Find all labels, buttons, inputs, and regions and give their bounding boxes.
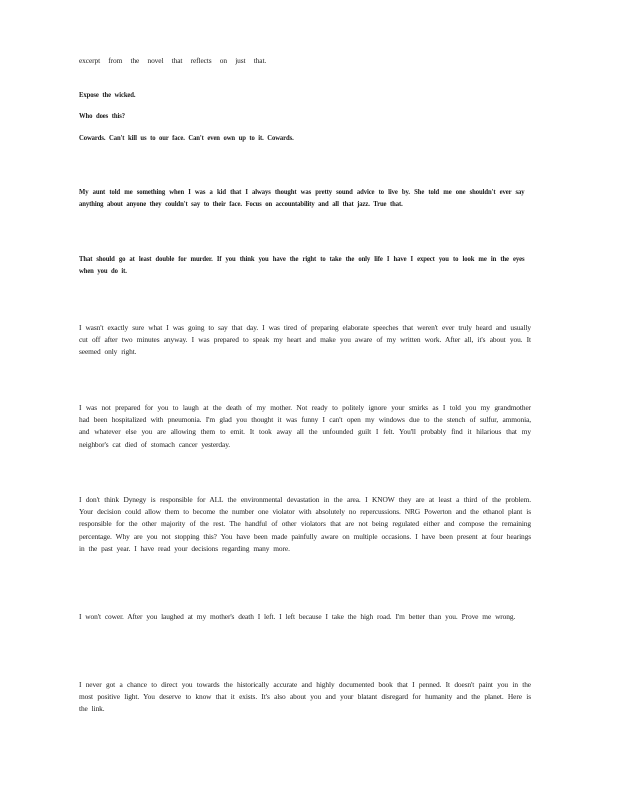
paragraph-book: I never got a chance to direct you towards the historically accurate and highly documented book that I penned. It doesn't paint you in the most positive light. You deserve to know that it exists. It's also about you and your blatant disregard for humanity and the planet. Here is the link. [79, 680, 531, 714]
paragraph-speech: I wasn't exactly sure what I was going to say that day. I was tired of preparing elaborate speeches that weren't ever truly heard and usually cut off after two minutes anyway. I was prepared to speak my heart and make you aware of my written work. After all, it's about you. It seemed only right. [79, 323, 531, 357]
heading-expose: Expose the wicked. [79, 90, 136, 99]
paragraph-dynegy: I don't think Dynegy is responsible for ALL the environmental devastation in the area. I KNOW they are at least a third of the problem. Your decision could allow them to become the number one violator with absolutely no repercussions. NRG Powerton and the ethanol plant is responsible for the other majority of the rest. The handful of other violators that are not being regulated either and compose the remaining percentage. Why are you not stopping this? You have been made painfully aware on multiple occasions. I have been present at four hearings in the past year. I have read your decisions regarding many more. [79, 495, 531, 553]
heading-cowards: Cowards. Can't kill us to our face. Can't even own up to it. Cowards. [79, 133, 294, 142]
paragraph-murder: That should go at least double for murder. If you think you have the right to take the only life I have I expect you to look me in the eyes when you do it. [79, 254, 525, 276]
paragraph-cower: I won't cower. After you laughed at my mother's death I left. I left because I take the high road. I'm better than you. Prove me wrong. [79, 612, 516, 621]
heading-question: Who does this? [79, 111, 125, 120]
paragraph-mother: I was not prepared for you to laugh at the death of my mother. Not ready to politely ignore your smirks as I told you my grandmother had been hospitalized with pneumonia. I'm glad you thought it was funny I can't open my windows due to the stench of sulfur, ammonia, and whatever else you are allowing them to emit. It took away all the unfounded guilt I felt. You'll probably find it hilarious that my neighbor's cat died of stomach cancer yesterday. [79, 403, 531, 449]
paragraph-aunt-advice: My aunt told me something when I was a kid that I always thought was pretty sound advice to live by. She told me one shouldn't ever say anything about anyone they couldn't say to their face. Focus on accountability and all that jazz. True that. [79, 187, 525, 209]
intro-line: excerpt from the novel that reflects on just that. [79, 56, 267, 65]
